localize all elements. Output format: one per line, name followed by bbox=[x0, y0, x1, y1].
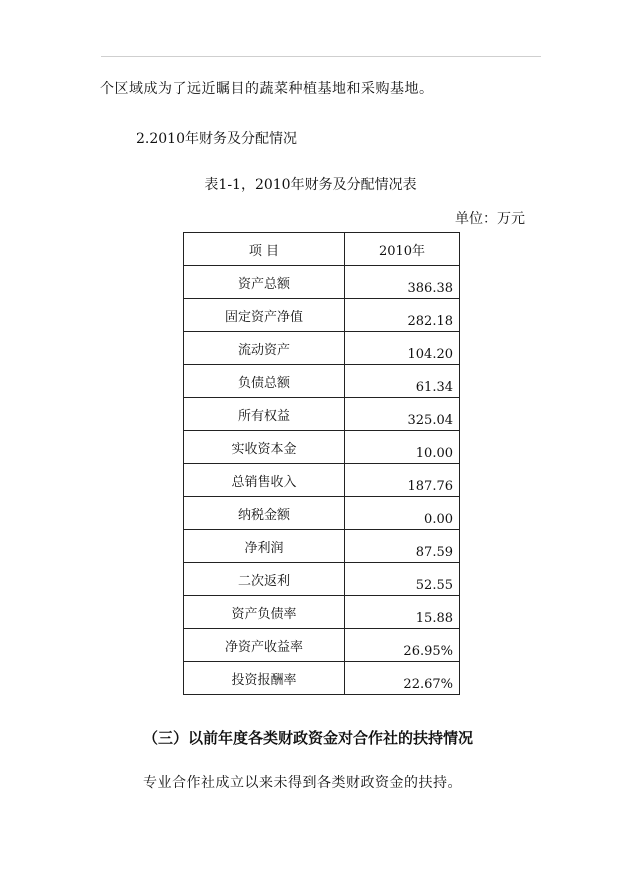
row-item: 所有权益 bbox=[184, 398, 345, 431]
row-value bbox=[345, 398, 460, 431]
table-row bbox=[184, 563, 460, 596]
table-row bbox=[184, 332, 460, 365]
row-value bbox=[345, 662, 460, 695]
row-value-text: 386.38 bbox=[407, 280, 453, 296]
section-2-title: 2.2010年财务及分配情况 bbox=[136, 131, 297, 147]
row-value-text: 52.55 bbox=[415, 577, 453, 593]
row-value-text: 61.34 bbox=[415, 379, 453, 395]
row-value-text: 15.88 bbox=[415, 610, 453, 626]
row-item: 净利润 bbox=[184, 530, 345, 563]
row-item: 投资报酬率 bbox=[184, 662, 345, 695]
table-row bbox=[184, 464, 460, 497]
row-item: 二次返利 bbox=[184, 563, 345, 596]
table-row bbox=[184, 629, 460, 662]
header-rule bbox=[101, 56, 541, 57]
row-value-text: 10.00 bbox=[415, 445, 453, 461]
row-item: 纳税金额 bbox=[184, 497, 345, 530]
row-item: 净资产收益率 bbox=[184, 629, 345, 662]
unit-label: 单位：万元 bbox=[455, 211, 525, 227]
row-item: 固定资产净值 bbox=[184, 299, 345, 332]
table-row bbox=[184, 662, 460, 695]
row-value-text: 26.95% bbox=[403, 643, 453, 659]
row-value bbox=[345, 497, 460, 530]
row-value-text: 187.76 bbox=[407, 478, 453, 494]
row-item: 资产负债率 bbox=[184, 596, 345, 629]
section-3-heading: （三）以前年度各类财政资金对合作社的扶持情况 bbox=[143, 729, 474, 747]
row-value bbox=[345, 299, 460, 332]
table-caption: 表1-1，2010年财务及分配情况表 bbox=[204, 177, 417, 193]
row-value-text: 325.04 bbox=[407, 412, 453, 428]
table-header-row bbox=[184, 233, 460, 266]
row-item: 负债总额 bbox=[184, 365, 345, 398]
row-item: 实收资本金 bbox=[184, 431, 345, 464]
paragraph-funding: 专业合作社成立以来未得到各类财政资金的扶持。 bbox=[143, 775, 462, 791]
row-value-text: 282.18 bbox=[407, 313, 453, 329]
row-value bbox=[345, 365, 460, 398]
row-value-text: 104.20 bbox=[407, 346, 453, 362]
table-row bbox=[184, 299, 460, 332]
row-value bbox=[345, 431, 460, 464]
row-value-text: 87.59 bbox=[415, 544, 453, 560]
header-item: 项 目 bbox=[184, 233, 345, 266]
row-value-text: 22.67% bbox=[403, 676, 453, 692]
row-value bbox=[345, 332, 460, 365]
table-row bbox=[184, 398, 460, 431]
row-value-text: 0.00 bbox=[424, 511, 453, 527]
table-row bbox=[184, 530, 460, 563]
table-row bbox=[184, 431, 460, 464]
table-row bbox=[184, 266, 460, 299]
row-value bbox=[345, 563, 460, 596]
row-value bbox=[345, 464, 460, 497]
row-value bbox=[345, 629, 460, 662]
header-year: 2010年 bbox=[345, 233, 460, 266]
paragraph-intro: 个区域成为了远近瞩目的蔬菜种植基地和采购基地。 bbox=[100, 81, 434, 97]
row-item: 总销售收入 bbox=[184, 464, 345, 497]
row-item: 流动资产 bbox=[184, 332, 345, 365]
table-row bbox=[184, 596, 460, 629]
table-row bbox=[184, 365, 460, 398]
finance-table bbox=[183, 232, 460, 695]
row-value bbox=[345, 596, 460, 629]
row-value bbox=[345, 266, 460, 299]
row-value bbox=[345, 530, 460, 563]
table-row bbox=[184, 497, 460, 530]
row-item: 资产总额 bbox=[184, 266, 345, 299]
